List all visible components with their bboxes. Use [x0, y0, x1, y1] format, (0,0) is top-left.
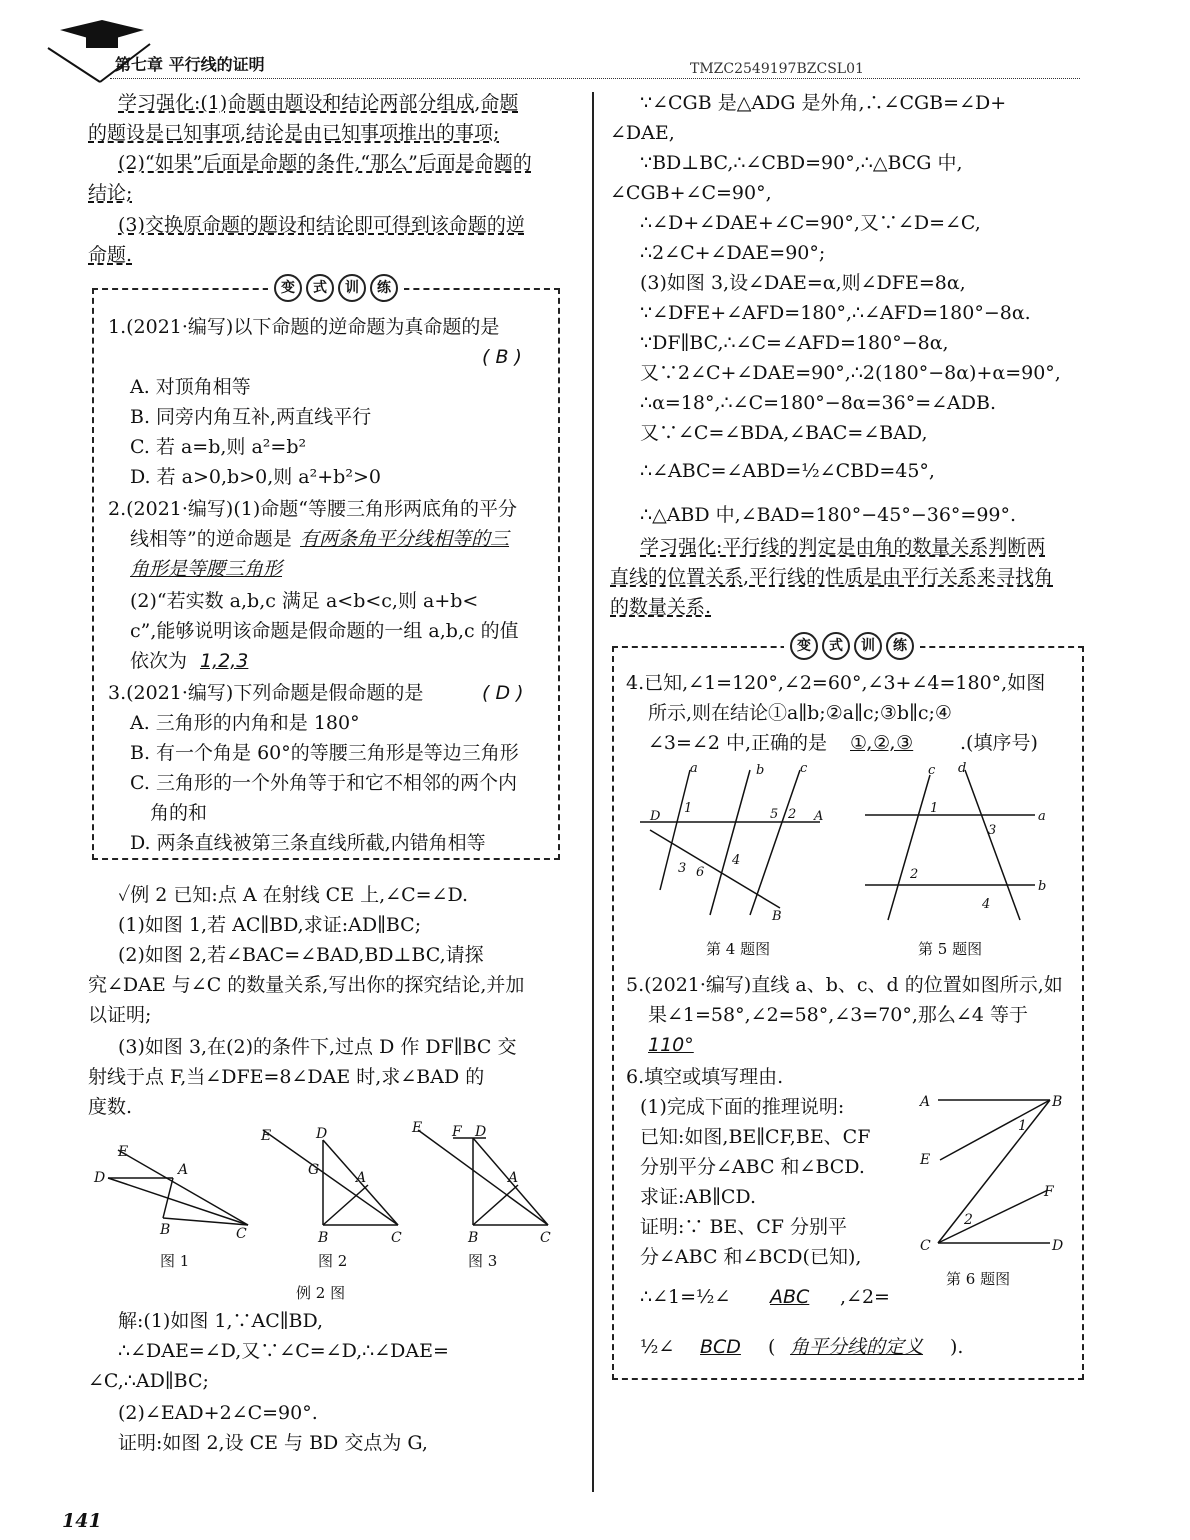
svg-text:E: E	[261, 1128, 272, 1144]
svg-text:5: 5	[770, 807, 779, 822]
svg-text:4: 4	[982, 897, 991, 912]
q6-answer-bcd: BCD	[700, 1336, 741, 1358]
q5-answer: 110°	[648, 1034, 694, 1056]
example-fig-caption: 例 2 图	[296, 1284, 346, 1302]
svg-text:B: B	[1052, 1094, 1063, 1110]
svg-text:b: b	[756, 763, 765, 778]
svg-text:F: F	[1044, 1184, 1054, 1200]
svg-text:b: b	[1038, 879, 1047, 894]
header-rule	[110, 78, 1080, 79]
svg-text:3: 3	[988, 823, 997, 838]
fig1-caption: 图 1	[160, 1252, 190, 1270]
svg-text:2: 2	[964, 1212, 973, 1228]
q4-q5-figures	[640, 760, 1070, 930]
svg-text:c: c	[928, 763, 936, 778]
q6-answer-reason: 角平分线的定义	[790, 1336, 924, 1358]
chapter-title: 第七章 平行线的证明	[115, 55, 265, 74]
svg-text:D: D	[650, 809, 661, 824]
svg-text:C: C	[236, 1226, 247, 1242]
svg-text:A: A	[178, 1162, 189, 1178]
svg-text:E: E	[920, 1152, 931, 1168]
svg-text:c: c	[800, 761, 808, 776]
svg-text:G: G	[308, 1162, 320, 1178]
svg-text:D: D	[1052, 1238, 1064, 1254]
svg-text:2: 2	[788, 807, 797, 822]
svg-text:E: E	[118, 1144, 129, 1160]
svg-text:a: a	[1038, 809, 1046, 824]
fig6-caption: 第 6 题图	[946, 1270, 1011, 1288]
fig2-caption: 图 2	[318, 1252, 348, 1270]
svg-text:F: F	[452, 1124, 462, 1140]
practice-banner-1: 变 式 训 练	[268, 274, 404, 302]
svg-text:1: 1	[684, 801, 693, 816]
q4-answer: ①,②,③	[850, 732, 914, 754]
svg-text:A: A	[814, 809, 824, 824]
svg-text:A: A	[356, 1170, 367, 1186]
svg-text:E: E	[412, 1120, 423, 1136]
q1-answer: ( B )	[482, 346, 522, 368]
svg-text:D: D	[94, 1170, 106, 1186]
q6-answer-abc: ABC	[770, 1286, 810, 1308]
svg-text:1: 1	[930, 801, 939, 816]
svg-text:2: 2	[910, 867, 919, 882]
svg-text:4: 4	[732, 853, 741, 868]
svg-text:D: D	[475, 1124, 487, 1140]
page-number: 141	[62, 1510, 102, 1532]
svg-text:B: B	[318, 1230, 329, 1246]
fig5-caption: 第 5 题图	[918, 940, 983, 958]
q3-answer: ( D )	[482, 682, 524, 704]
practice-banner-2: 变 式 训 练	[784, 632, 920, 660]
svg-text:B: B	[772, 909, 782, 924]
q2-answer-1: 有两条角平分线相等的三	[300, 528, 510, 550]
svg-text:B: B	[160, 1222, 171, 1238]
fig4-caption: 第 4 题图	[706, 940, 771, 958]
svg-text:3: 3	[678, 861, 687, 876]
svg-text:C: C	[391, 1230, 402, 1246]
example-2-figures	[88, 1120, 568, 1270]
svg-text:d: d	[958, 761, 967, 776]
svg-text:a: a	[690, 761, 698, 776]
svg-text:A: A	[920, 1094, 931, 1110]
svg-text:A: A	[508, 1170, 519, 1186]
column-divider	[592, 92, 594, 1492]
q2-answer-1b: 角形是等腰三角形	[130, 558, 283, 580]
q6-figure	[910, 1080, 1080, 1260]
fig3-caption: 图 3	[468, 1252, 498, 1270]
svg-text:1: 1	[1018, 1118, 1027, 1134]
q2-answer-2: 1,2,3	[200, 650, 249, 672]
svg-text:D: D	[316, 1126, 328, 1142]
svg-text:C: C	[920, 1238, 931, 1254]
book-code: TMZC2549197BZCSL01	[690, 61, 864, 77]
svg-text:B: B	[468, 1230, 479, 1246]
svg-text:C: C	[540, 1230, 551, 1246]
svg-text:6: 6	[696, 865, 705, 880]
